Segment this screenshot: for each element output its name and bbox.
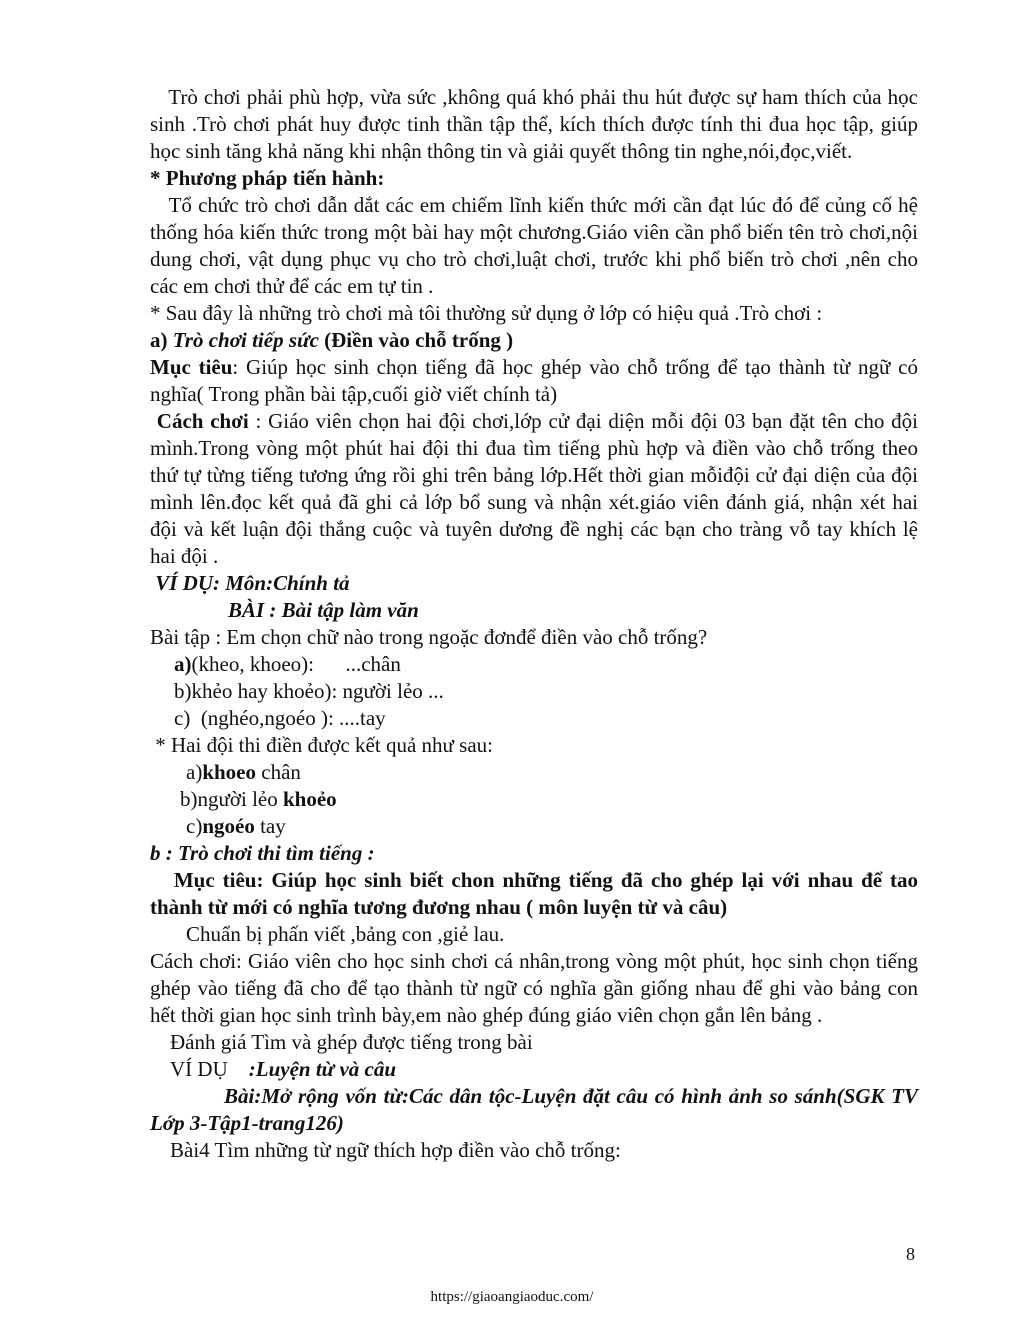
game-a-label: a) [150, 328, 173, 352]
result-a-answer: khoeo [202, 760, 257, 784]
result-c-prefix: c) [186, 814, 203, 838]
game-a-name: Trò chơi tiếp sức [172, 328, 319, 352]
exercise-item-c: c) (nghéo,ngoéo ): ....tay [174, 706, 386, 730]
game-a-lesson-heading: BÀI : Bài tập làm văn [228, 598, 419, 622]
game-a-example-heading: VÍ DỤ: Môn:Chính tả [150, 571, 350, 595]
result-a [150, 759, 918, 786]
game-b-exercise4: Bài4 Tìm những từ ngữ thích hợp điền vào chỗ trống: [170, 1138, 621, 1162]
result-a-suffix: chân [256, 760, 301, 784]
game-b-goal: Mục tiêu: Giúp học sinh biết chon những tiếng đã cho ghép lại với nhau để tao thành từ mới có nghĩa tương đương nhau ( môn luyện từ và câu) [150, 868, 924, 919]
game-b-lesson: Bài:Mở rộng vốn từ:Các dân tộc-Luyện đặt câu có hình ảnh so sánh(SGK TV Lớp 3-Tập1-trang126) [150, 1084, 918, 1135]
result-a-prefix: a) [186, 760, 203, 784]
result-c [150, 813, 918, 840]
result-b [150, 786, 918, 813]
game-a-subtitle: (Điền vào chỗ trống ) [318, 328, 514, 352]
method-heading: * Phương pháp tiến hành: [150, 166, 385, 190]
game-a-goal-label: Mục tiêu [150, 355, 233, 379]
method-paragraph: Tổ chức trò chơi dẫn dắt các em chiếm lĩnh kiến thức mới cần đạt lúc đó để củng cố hệ thống hóa kiến thức trong một bài hay một chương.Giáo viên cần phổ biến tên trò chơi,nội dung chơi, vật dụng phục vụ cho trò chơi,luật chơi, trước khi phổ biến trò chơi ,nên cho các em chơi thử để các em tự tin . [150, 193, 924, 298]
result-b-answer: khoẻo [282, 787, 337, 811]
games-intro: * Sau đây là những trò chơi mà tôi thường sử dụng ở lớp có hiệu quả .Trò chơi : [150, 301, 823, 325]
page-content [150, 84, 924, 1164]
game-b-howto: Cách chơi: Giáo viên cho học sinh chơi cá nhân,trong vòng một phút, học sinh chọn tiếng ghép vào tiếng đã cho để tạo thành từ ngữ có nghĩa gần giống nhau để ghi vào bảng con hết thời gian học sinh trình bày,em nào ghép đúng giáo viên chọn gắn lên bảng . [150, 949, 918, 1027]
result-b-prefix: b)người lẻo [180, 787, 283, 811]
game-a-howto-label: Cách chơi [150, 409, 249, 433]
game-b-example-prefix: VÍ DỤ [170, 1057, 249, 1081]
result-c-answer: ngoéo [202, 814, 255, 838]
result-c-suffix: tay [254, 814, 286, 838]
game-a-goal-text: : Giúp học sinh chọn tiếng đã học ghép vào chỗ trống để tạo thành từ ngữ có nghĩa( Trong phần bài tập,cuối giờ viết chính tả) [150, 355, 918, 406]
footer-url: https://giaoangiaoduc.com/ [430, 1289, 594, 1305]
game-b-assessment: Đánh giá Tìm và ghép được tiếng trong bài [170, 1030, 533, 1054]
game-a-heading [150, 327, 918, 354]
game-b-example-subject: :Luyện từ và câu [248, 1057, 397, 1081]
intro-paragraph: Trò chơi phải phù hợp, vừa sức ,không quá khó phải thu hút được sự ham thích của học sinh .Trò chơi phát huy được tinh thần tập thể, kích thích được tính thi đua học tập, giúp học sinh tăng khả năng khi nhận thông tin và giải quyết thông tin nghe,nói,đọc,viết. [150, 85, 924, 163]
game-a-goal [150, 354, 918, 408]
result-intro: * Hai đội thi điền được kết quả như sau: [150, 733, 493, 757]
game-b-prep: Chuẩn bị phấn viết ,bảng con ,giẻ lau. [186, 922, 505, 946]
exercise-item-a-text: (kheo, khoeo): ...chân [191, 652, 401, 676]
exercise-item-a [150, 651, 918, 678]
game-a-howto [150, 408, 918, 570]
game-b-heading: b : Trò chơi thi tìm tiếng : [150, 841, 375, 865]
game-b-example [150, 1056, 918, 1083]
page-number: 8 [906, 1244, 915, 1264]
game-a-exercise: Bài tập : Em chọn chữ nào trong ngoặc đơnđể điền vào chỗ trống? [150, 625, 708, 649]
exercise-item-b: b)khẻo hay khoẻo): người lẻo ... [174, 679, 444, 703]
game-a-howto-text: : Giáo viên chọn hai đội chơi,lớp cử đại diện mỗi đội 03 bạn đặt tên cho đội mình.Trong vòng một phút hai đội thi đua tìm tiếng phù hợp và điền vào chỗ trống theo thứ tự từng tiếng tương ứng rồi ghi trên bảng lớp.Hết thời gian mỗiđội cử đại diện của đội mình lên.đọc kết quả đã ghi cả lớp bổ sung và nhận xét.giáo viên đánh giá, nhận xét hai đội và kết luận đội thắng cuộc và tuyên dương đề nghị các bạn cho tràng vỗ tay khích lệ hai đội . [150, 409, 918, 568]
exercise-item-a-label: a) [174, 652, 192, 676]
